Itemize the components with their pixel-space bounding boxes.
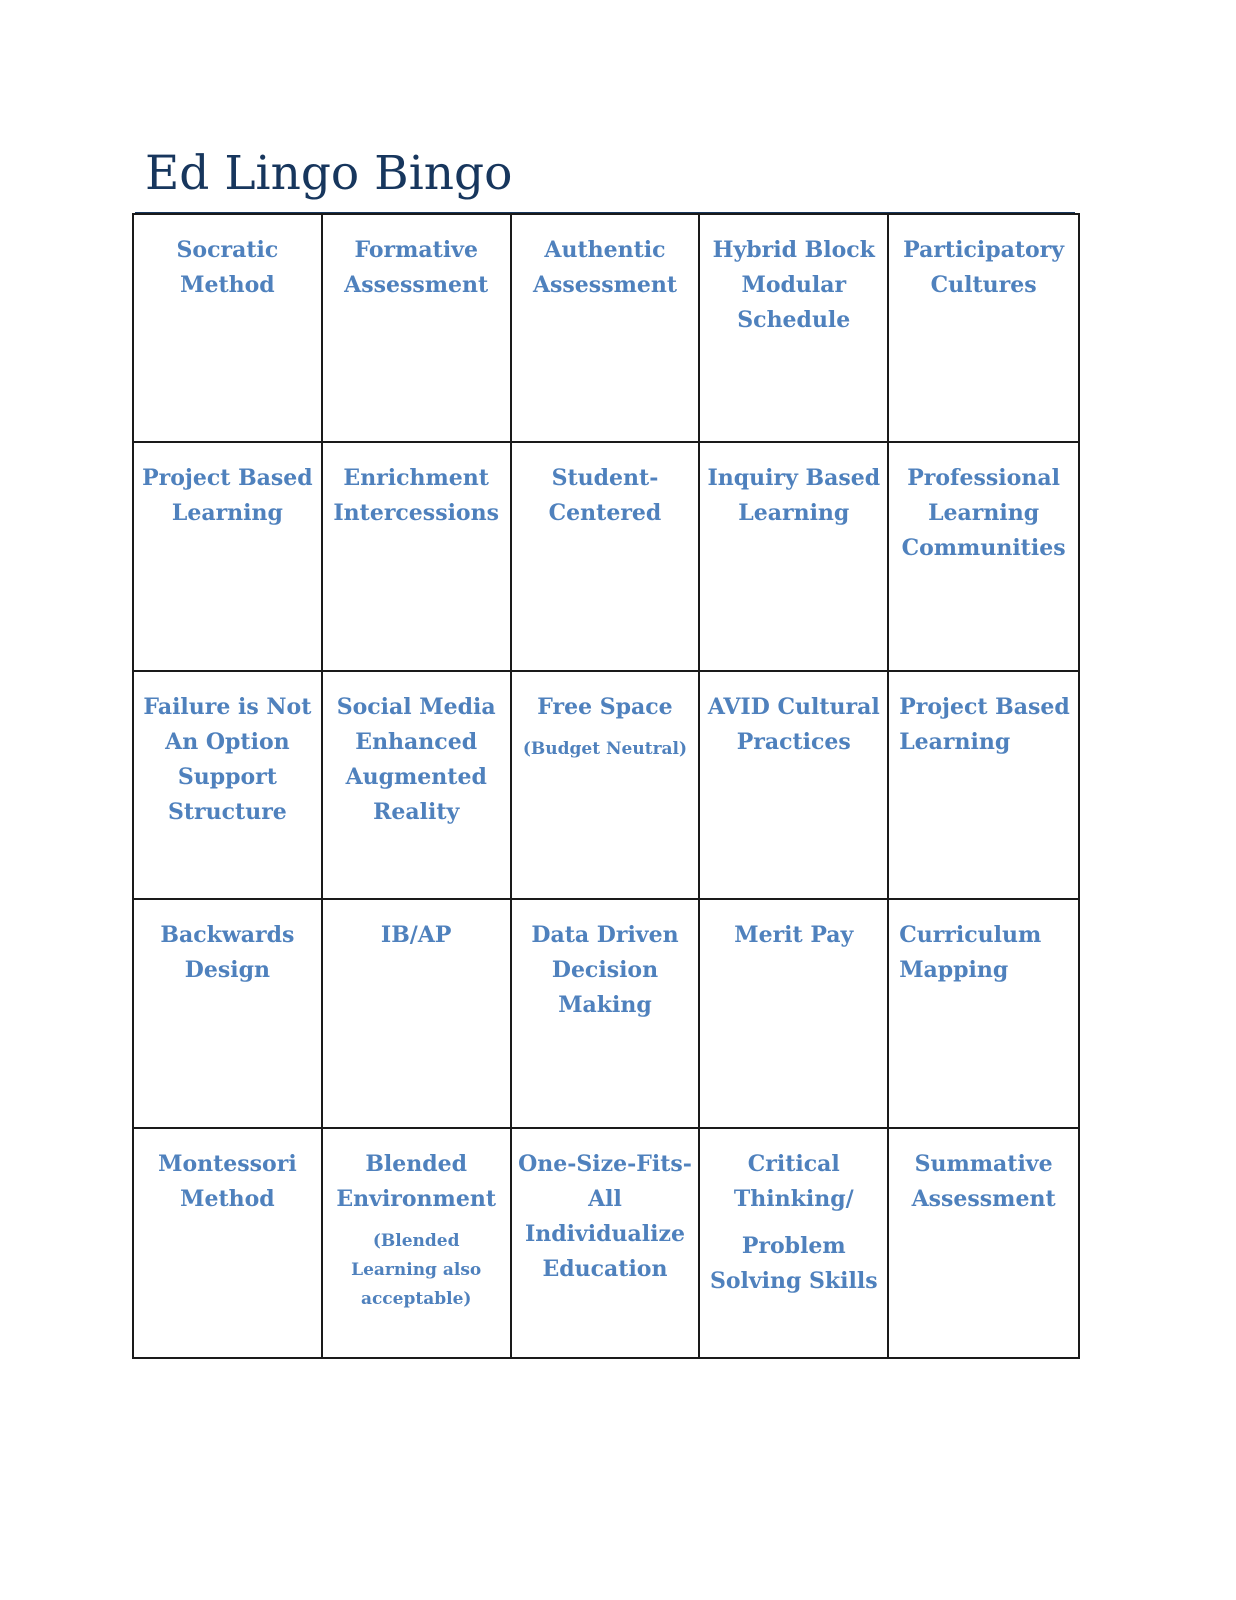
bingo-cell[interactable]	[134, 900, 323, 1128]
bingo-cell[interactable]	[323, 215, 512, 443]
bingo-cell[interactable]	[134, 1129, 323, 1357]
cell-term: Participatory Cultures	[903, 237, 1065, 298]
bingo-cell[interactable]	[323, 1129, 512, 1357]
bingo-cell[interactable]	[700, 215, 889, 443]
bingo-cell[interactable]	[889, 1129, 1078, 1357]
cell-term: AVID Cultural Practices	[707, 693, 880, 755]
bingo-cell[interactable]	[700, 443, 889, 671]
bingo-cell[interactable]	[889, 443, 1078, 671]
cell-term: Social Media Enhanced Augmented Reality	[336, 693, 496, 825]
cell-term: Authentic Assessment	[532, 237, 678, 298]
cell-term: Hybrid Block Modular Schedule	[712, 237, 875, 333]
cell-term: Summative Assessment	[911, 1150, 1056, 1212]
bingo-cell[interactable]	[889, 672, 1078, 900]
bingo-cell[interactable]	[134, 215, 323, 443]
cell-term: One-Size-Fits- All Individualize Education	[518, 1150, 692, 1282]
cell-term: Curriculum Mapping	[899, 922, 1042, 984]
bingo-cell[interactable]	[889, 900, 1078, 1128]
cell-term: Project Based Learning	[142, 465, 313, 527]
cell-note: (Blended Learning also acceptable)	[351, 1230, 482, 1309]
cell-term: Critical Thinking/	[733, 1150, 854, 1212]
cell-term: Student- Centered	[548, 465, 662, 527]
bingo-cell-free-space[interactable]	[512, 672, 701, 900]
bingo-cell[interactable]	[889, 215, 1078, 443]
cell-term: Montessori Method	[158, 1150, 297, 1212]
cell-term: Inquiry Based Learning	[707, 465, 881, 527]
cell-term: Blended Environment	[336, 1150, 496, 1212]
bingo-cell[interactable]	[323, 443, 512, 671]
cell-term: Merit Pay	[734, 922, 854, 949]
bingo-cell[interactable]	[323, 672, 512, 900]
bingo-cell[interactable]	[512, 1129, 701, 1357]
cell-note: (Budget Neutral)	[522, 738, 688, 759]
cell-term: Project Based Learning	[899, 693, 1070, 755]
cell-term: Free Space	[537, 693, 673, 720]
bingo-cell[interactable]	[512, 215, 701, 443]
bingo-cell[interactable]	[134, 672, 323, 900]
bingo-cell[interactable]	[700, 1129, 889, 1357]
bingo-cell[interactable]	[700, 672, 889, 900]
cell-term: IB/AP	[380, 922, 452, 949]
bingo-cell[interactable]	[512, 900, 701, 1128]
cell-note: Problem Solving Skills	[709, 1232, 878, 1294]
cell-term: Backwards Design	[160, 922, 295, 984]
bingo-board	[132, 213, 1080, 1359]
cell-term: Formative Assessment	[344, 237, 489, 298]
page-title: Ed Lingo Bingo	[145, 146, 513, 201]
cell-term: Data Driven Decision Making	[531, 922, 679, 1019]
cell-term: Failure is Not An Option Support Structure	[143, 693, 312, 825]
bingo-cell[interactable]	[512, 443, 701, 671]
cell-term: Enrichment Intercessions	[333, 465, 499, 527]
cell-term: Professional Learning Communities	[901, 465, 1066, 562]
bingo-cell[interactable]	[134, 443, 323, 671]
bingo-cell[interactable]	[323, 900, 512, 1128]
cell-term: Socratic Method	[176, 237, 279, 298]
bingo-cell[interactable]	[700, 900, 889, 1128]
